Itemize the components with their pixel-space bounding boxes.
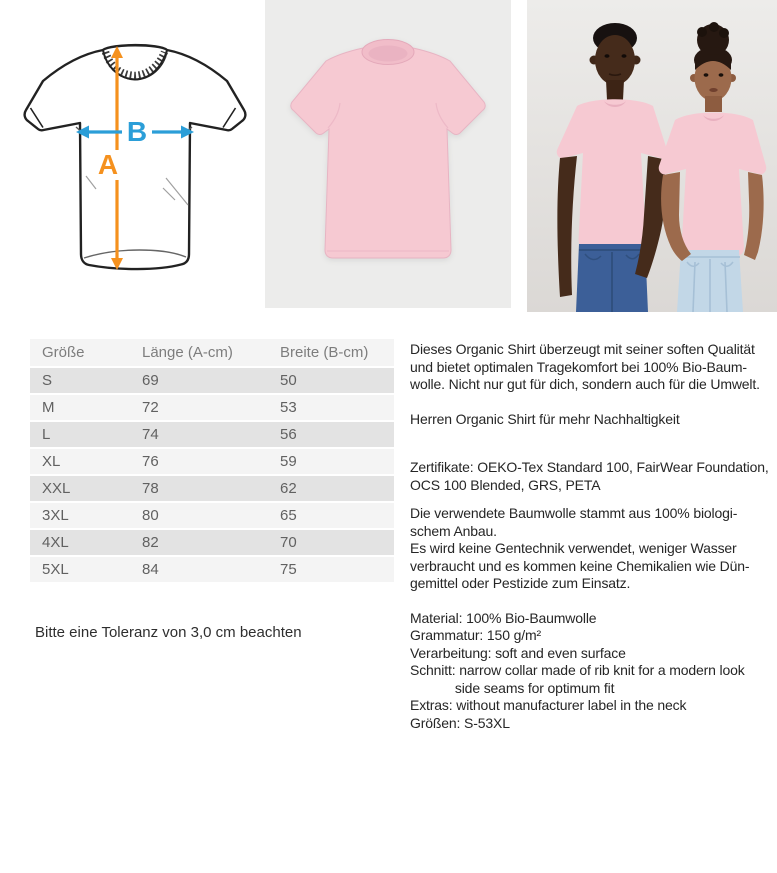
description-line: gemittel oder Pestizide zum Einsatz. — [410, 575, 631, 591]
column-header-length: Länge (A-cm) — [142, 344, 233, 361]
size-table-row — [30, 476, 394, 501]
tolerance-note: Bitte eine Toleranz von 3,0 cm beachten — [35, 624, 302, 641]
woman-hair-curl — [719, 28, 729, 38]
cell-width: 56 — [280, 426, 297, 443]
cell-width: 65 — [280, 507, 297, 524]
size-table-row — [30, 422, 394, 447]
description-certificates — [410, 459, 777, 494]
description-line: Schnitt: narrow collar made of rib knit for a modern look — [410, 662, 745, 678]
column-header-size: Größe — [42, 344, 85, 361]
description-cotton-info — [410, 505, 777, 593]
product-photo-models — [527, 0, 777, 312]
description-line: Grammatur: 150 g/m² — [410, 627, 541, 643]
size-table — [30, 339, 394, 584]
product-photo-flat — [265, 0, 511, 308]
description-line: Extras: without manufacturer label in the neck — [410, 697, 687, 713]
flat-shirt-collar-inner — [369, 46, 408, 62]
cell-length: 76 — [142, 453, 159, 470]
description-line: schem Anbau. — [410, 522, 497, 539]
man-face — [595, 35, 635, 85]
description-line: Material: 100% Bio-Baumwolle — [410, 609, 597, 626]
description-line: und bietet optimalen Tragekomfort bei 100% Bio-Baum- — [410, 358, 747, 375]
cell-length: 82 — [142, 534, 159, 551]
description-line: Es wird keine Gentechnik verwendet, weniger Wasser — [410, 540, 737, 556]
cell-width: 62 — [280, 480, 297, 497]
cell-size: 5XL — [42, 561, 69, 578]
size-table-body — [30, 368, 394, 582]
size-table-row — [30, 557, 394, 582]
description-line: side seams for optimum fit — [410, 679, 615, 696]
cell-length: 80 — [142, 507, 159, 524]
description-line: Größen: S-53XL — [410, 714, 510, 731]
woman-eye — [719, 73, 724, 76]
cell-length: 78 — [142, 480, 159, 497]
description-intro — [410, 341, 777, 394]
description-specs — [410, 610, 777, 733]
size-measurement-diagram — [18, 28, 248, 280]
cell-length: 72 — [142, 399, 159, 416]
size-table-row — [30, 503, 394, 528]
woman-hair-curl — [709, 22, 719, 32]
size-table-row — [30, 449, 394, 474]
description-line: Die verwendete Baumwolle stammt aus 100% biologi- — [410, 505, 738, 521]
cell-length: 74 — [142, 426, 159, 443]
cell-size: XXL — [42, 480, 71, 497]
size-table-row — [30, 395, 394, 420]
cell-width: 59 — [280, 453, 297, 470]
cell-size: 4XL — [42, 534, 69, 551]
flat-shirt-image — [265, 0, 511, 308]
description-line: Herren Organic Shirt für mehr Nachhaltigkeit — [410, 410, 680, 427]
label-b: B — [126, 116, 148, 147]
woman-eye — [704, 73, 709, 76]
description-tagline — [410, 411, 777, 429]
man-eye — [605, 54, 610, 58]
size-table-row — [30, 530, 394, 555]
cell-width: 75 — [280, 561, 297, 578]
cell-width: 70 — [280, 534, 297, 551]
description-line: Verarbeitung: soft and even surface — [410, 644, 626, 661]
label-a: A — [97, 149, 119, 180]
cell-length: 69 — [142, 372, 159, 389]
column-header-width: Breite (B-cm) — [280, 344, 369, 361]
man-eye — [622, 54, 627, 58]
cell-size: S — [42, 372, 53, 389]
description-line: verbraucht und es kommen keine Chemikalien wie Dün- — [410, 557, 750, 574]
tshirt-outline-drawing — [18, 28, 248, 280]
size-table-row — [30, 368, 394, 393]
description-line: OCS 100 Blended, GRS, PETA — [410, 476, 601, 493]
cell-size: 3XL — [42, 507, 69, 524]
description-line: Dieses Organic Shirt überzeugt mit seiner soften Qualität — [410, 341, 755, 357]
models-image — [527, 0, 777, 312]
woman-neck — [705, 96, 722, 112]
man-neck — [606, 80, 624, 100]
cell-size: L — [42, 426, 51, 443]
cell-size: XL — [42, 453, 61, 470]
description-line: wolle. Nicht nur gut für dich, sondern auch für die Umwelt. — [410, 376, 760, 392]
woman-hair-curl — [697, 27, 707, 37]
cell-length: 84 — [142, 561, 159, 578]
cell-size: M — [42, 399, 55, 416]
product-description — [410, 341, 777, 732]
size-table-header — [30, 339, 394, 366]
cell-width: 50 — [280, 372, 297, 389]
woman-lips — [709, 88, 717, 92]
cell-width: 53 — [280, 399, 297, 416]
description-line: Zertifikate: OEKO-Tex Standard 100, FairWear Foundation, — [410, 459, 769, 475]
